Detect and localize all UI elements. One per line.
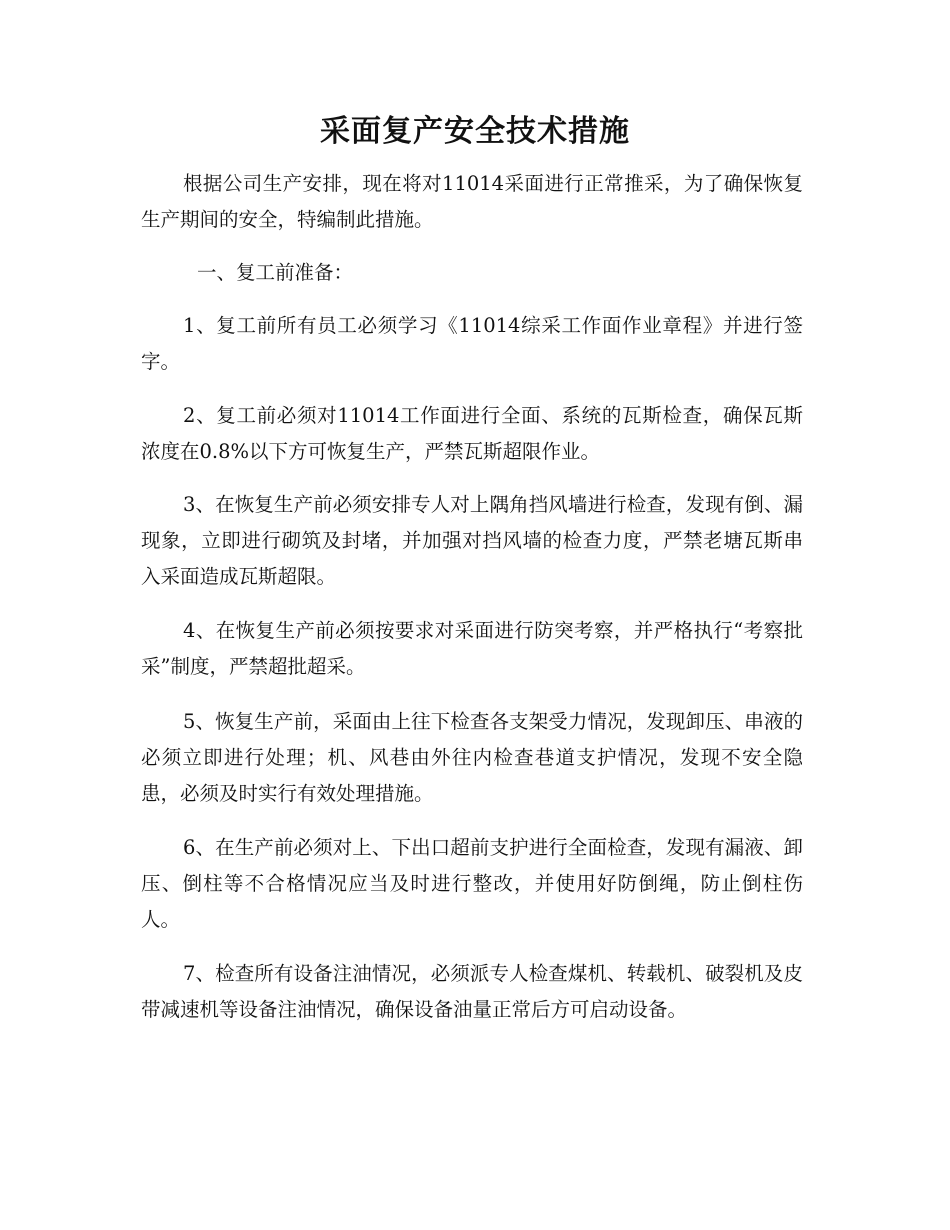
list-item-1: 1、复工前所有员工必须学习《11014综采工作面作业章程》并进行签字。 [141, 314, 803, 373]
list-item-4: 4、在恢复生产前必须按要求对采面进行防突考察，并严格执行“考察批采”制度，严禁超批超采。 [141, 619, 803, 678]
intro-paragraph: 根据公司生产安排，现在将对11014采面进行正常推采，为了确保恢复生产期间的安全，特编制此措施。 [141, 172, 803, 231]
list-item-2: 2、复工前必须对11014工作面进行全面、系统的瓦斯检查，确保瓦斯浓度在0.8%以下方可恢复生产，严禁瓦斯超限作业。 [141, 404, 803, 463]
document-title: 采面复产安全技术措施 [320, 114, 630, 149]
list-item-7: 7、检查所有设备注油情况，必须派专人检查煤机、转载机、破裂机及皮带减速机等设备注油情况，确保设备油量正常后方可启动设备。 [141, 962, 803, 1021]
list-item-5: 5、恢复生产前，采面由上往下检查各支架受力情况，发现卸压、串液的必须立即进行处理；机、风巷由外往内检查巷道支护情况，发现不安全隐患，必须及时实行有效处理措施。 [141, 710, 803, 805]
list-item-3: 3、在恢复生产前必须安排专人对上隅角挡风墙进行检查，发现有倒、漏现象，立即进行砌筑及封堵，并加强对挡风墙的检查力度，严禁老塘瓦斯串入采面造成瓦斯超限。 [141, 493, 803, 588]
list-item-6: 6、在生产前必须对上、下出口超前支护进行全面检查，发现有漏液、卸压、倒柱等不合格情况应当及时进行整改，并使用好防倒绳，防止倒柱伤人。 [141, 836, 803, 931]
section-heading: 一、复工前准备： [197, 261, 354, 284]
